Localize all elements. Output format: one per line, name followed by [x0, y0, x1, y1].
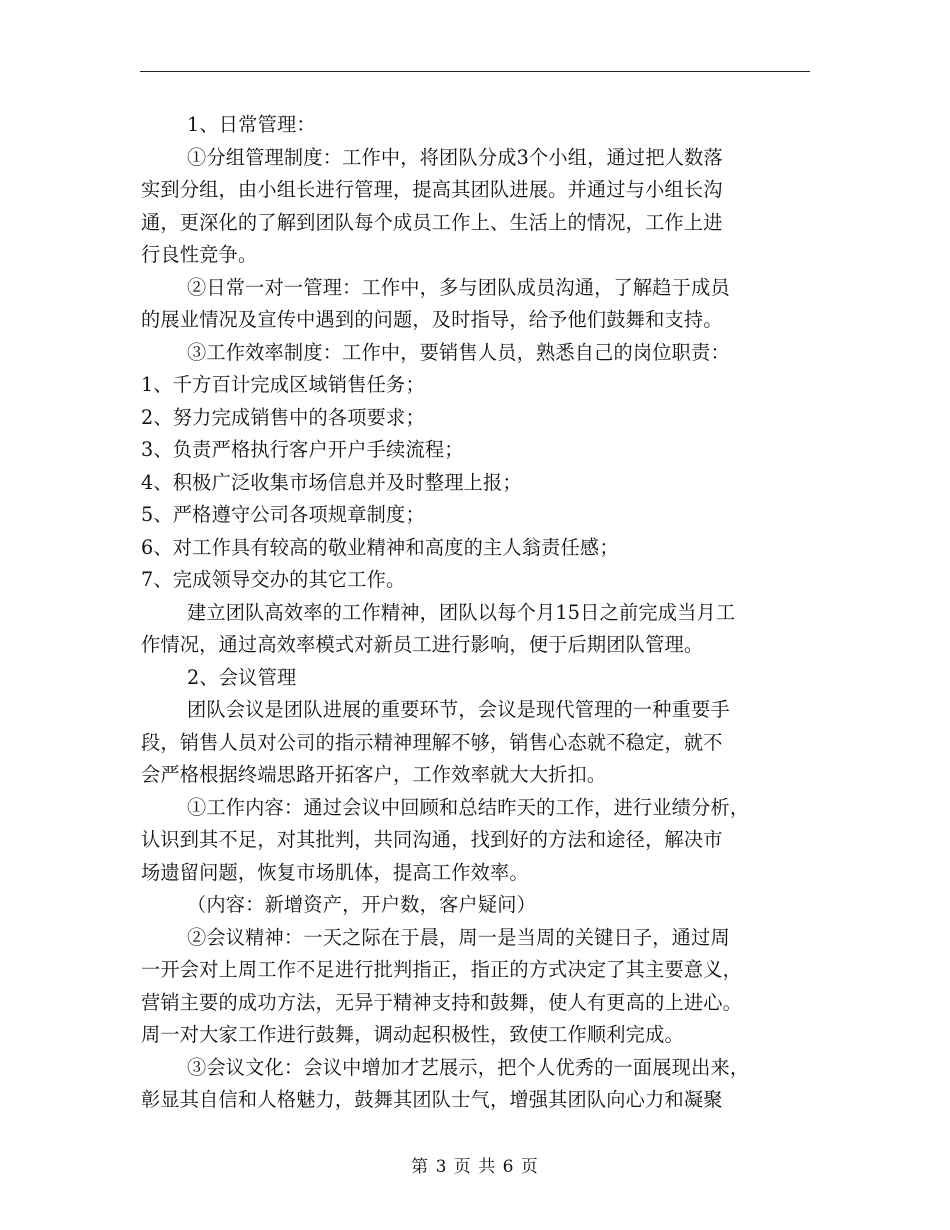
paragraph-0-line-0: 1、日常管理： — [187, 113, 316, 136]
paragraph-13-line-2: 会严格根据终端思路开拓客户，工作效率就大大折扣。 — [141, 763, 607, 786]
paragraph-8-line-0: 5、严格遵守公司各项规章制度； — [141, 503, 425, 526]
paragraph-1-line-2: 通，更深化的了解到团队每个成员工作上、生活上的情况，工作上进 — [141, 210, 723, 234]
paragraph-15-line-0: （内容：新增资产，开户数，客户疑问） — [187, 893, 536, 916]
paragraph-9-line-0: 6、对工作具有较高的敬业精神和高度的主人翁责任感； — [141, 535, 619, 559]
header-rule — [140, 71, 810, 72]
paragraph-14-line-1: 认识到其不足，对其批判，共同沟通，找到好的方法和途径，解决市 — [141, 828, 723, 851]
paragraph-11-line-0: 建立团队高效率的工作精神，团队以每个月15日之前完成当月工 — [187, 600, 736, 624]
paragraph-6-line-0: 3、负责严格执行客户开户手续流程； — [141, 438, 464, 461]
paragraph-13-line-0: 团队会议是团队进展的重要环节，会议是现代管理的一种重要手 — [187, 698, 730, 721]
paragraph-7-line-0: 4、积极广泛收集市场信息并及时整理上报； — [141, 470, 522, 494]
paragraph-12-line-0: 2、会议管理 — [187, 665, 297, 689]
paragraph-14-line-2: 场遗留问题，恢复市场肌体，提高工作效率。 — [141, 860, 529, 884]
paragraph-16-line-2: 营销主要的成功方法，无异于精神支持和鼓舞，使人有更高的上进心。 — [141, 990, 743, 1014]
paragraph-5-line-0: 2、努力完成销售中的各项要求； — [141, 405, 425, 429]
paragraph-1-line-0: ①分组管理制度：工作中，将团队分成3个小组，通过把人数落 — [187, 145, 723, 169]
document-body — [141, 109, 813, 1117]
paragraph-11-line-1: 作情况，通过高效率模式对新员工进行影响，便于后期团队管理。 — [141, 633, 704, 656]
paragraph-4-line-0: 1、千方百计完成区域销售任务； — [141, 373, 425, 396]
paragraph-1-line-1: 实到分组，由小组长进行管理，提高其团队进展。并通过与小组长沟 — [141, 178, 723, 201]
paragraph-16-line-3: 周一对大家工作进行鼓舞，调动起积极性，致使工作顺利完成。 — [141, 1023, 684, 1046]
paragraph-2-line-0: ②日常一对一管理：工作中，多与团队成员沟通，了解趋于成员 — [187, 275, 730, 299]
paragraph-2-line-1: 的展业情况及宣传中遇到的问题，及时指导，给予他们鼓舞和支持。 — [141, 308, 723, 331]
paragraph-14-line-0: ①工作内容：通过会议中回顾和总结昨天的工作，进行业绩分析， — [187, 795, 750, 819]
paragraph-13-line-1: 段，销售人员对公司的指示精神理解不够，销售心态就不稳定，就不 — [141, 730, 723, 754]
paragraph-1-line-3: 行良性竞争。 — [141, 243, 258, 266]
paragraph-16-line-0: ②会议精神：一天之际在于晨，周一是当周的关键日子，通过周 — [187, 925, 730, 949]
page-footer: 第 3 页 共 6 页 — [411, 1157, 539, 1177]
paragraph-3-line-0: ③工作效率制度：工作中，要销售人员，熟悉自己的岗位职责： — [187, 340, 730, 364]
paragraph-17-line-1: 彰显其自信和人格魅力，鼓舞其团队士气，增强其团队向心力和凝聚 — [141, 1088, 723, 1111]
paragraph-10-line-0: 7、完成领导交办的其它工作。 — [141, 568, 406, 591]
paragraph-16-line-1: 一开会对上周工作不足进行批判指正，指正的方式决定了其主要意义， — [141, 958, 743, 981]
paragraph-17-line-0: ③会议文化：会议中增加才艺展示，把个人优秀的一面展现出来， — [187, 1055, 750, 1079]
